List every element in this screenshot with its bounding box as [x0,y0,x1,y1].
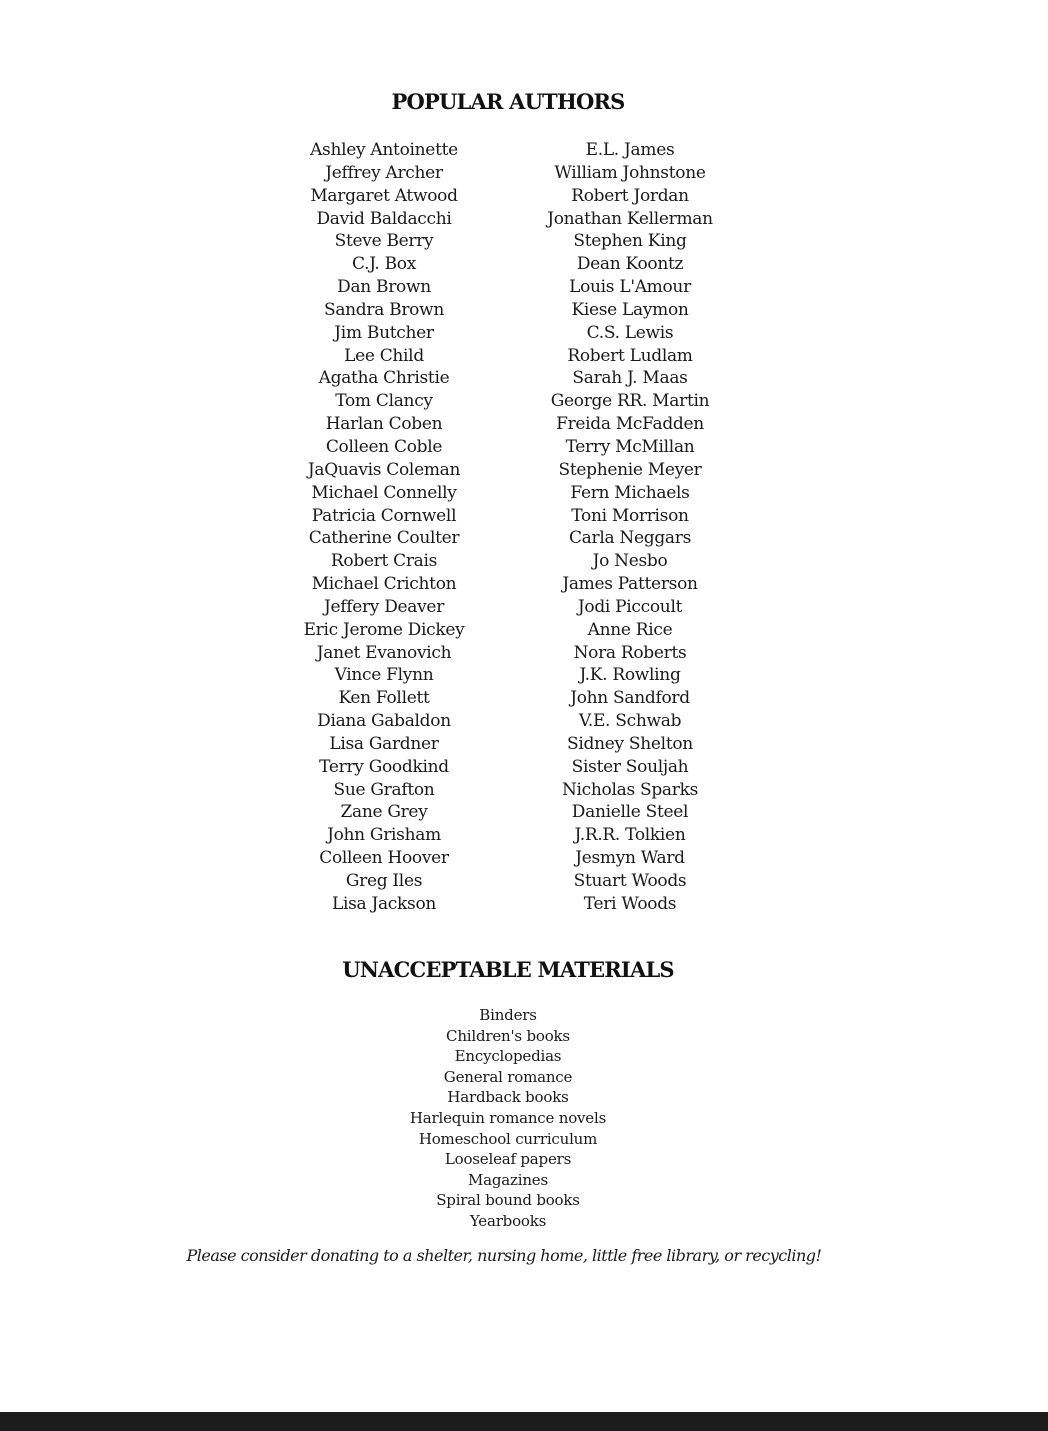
popular-authors-heading: POPULAR AUTHORS [391,89,625,114]
author-name: Stephen King [573,231,687,252]
authors-right-column [500,139,760,916]
author-name: James Patterson [562,574,698,595]
author-name: Zane Grey [340,802,428,823]
author-name: Sue Grafton [333,779,435,800]
author-name: Patricia Cornwell [311,505,457,526]
author-name: Steve Berry [334,231,434,252]
donation-note: Please consider donating to a shelter, nursing home, little free library, or recycling! [186,1246,822,1265]
bottom-bar [0,1412,1048,1431]
material-item: Looseleaf papers [444,1150,572,1169]
author-name: Eric Jerome Dickey [303,619,465,640]
author-name: Jim Butcher [334,322,434,343]
author-name: Sister Souljah [571,756,689,777]
author-name: Jodi Piccoult [577,596,683,617]
author-name: Stephenie Meyer [558,459,702,480]
author-name: John Grisham [327,825,441,846]
author-name: Diana Gabaldon [317,711,451,732]
author-name: V.E. Schwab [578,711,682,732]
author-name: Lee Child [344,345,424,366]
author-name: Freida McFadden [556,414,704,435]
author-name: Dean Koontz [576,254,684,275]
author-name: Jeffrey Archer [325,162,443,183]
author-name: Jonathan Kellerman [547,208,713,229]
authors-left-column [254,139,514,916]
author-name: Carla Neggars [568,528,692,549]
author-name: E.L. James [585,140,675,160]
author-name: Robert Jordan [571,185,689,206]
author-name: Sidney Shelton [567,733,693,754]
author-name: Kiese Laymon [571,299,689,320]
author-name: Nicholas Sparks [561,779,699,800]
author-name: Michael Connelly [311,482,457,503]
author-name: George RR. Martin [550,391,710,412]
material-item: General romance [443,1067,573,1086]
author-name: Toni Morrison [571,505,689,526]
author-name: J.R.R. Tolkien [574,825,686,846]
author-name: Anne Rice [587,619,673,640]
author-name: Robert Crais [330,551,438,572]
author-name: Jesmyn Ward [575,848,685,869]
author-name: Jeffery Deaver [323,596,445,617]
author-name: Fern Michaels [570,482,690,503]
material-item: Encyclopedias [454,1047,562,1066]
author-name: Colleen Hoover [319,848,449,869]
author-name: Harlan Coben [325,414,443,435]
author-name: Agatha Christie [318,368,450,389]
author-name: David Baldacchi [316,208,452,229]
author-name: J.K. Rowling [579,665,681,686]
author-name: Jo Nesbo [592,551,668,572]
author-name: Ken Follett [338,688,430,709]
author-name: Terry Goodkind [319,756,449,777]
author-name: Dan Brown [337,277,431,298]
author-name: Margaret Atwood [310,185,458,206]
author-name: Stuart Woods [573,871,687,891]
author-name: Lisa Gardner [329,733,439,754]
author-name: Tom Clancy [335,391,433,412]
material-item: Harlequin romance novels [409,1108,607,1127]
author-name: Lisa Jackson [331,893,437,914]
author-name: Danielle Steel [571,802,689,823]
material-item: Homeschool curriculum [418,1129,598,1148]
material-item: Hardback books [447,1088,569,1107]
author-name: John Sandford [570,688,690,709]
author-name: C.J. Box [351,254,417,275]
unacceptable-materials-list [358,1005,658,1232]
author-name: Janet Evanovich [316,642,452,663]
material-item: Children's books [446,1026,570,1045]
author-name: Terry McMillan [565,436,695,457]
author-name: C.S. Lewis [586,322,674,343]
unacceptable-materials-heading: UNACCEPTABLE MATERIALS [342,957,674,982]
author-name: Greg Iles [345,871,423,891]
material-item: Binders [479,1006,537,1024]
author-name: Nora Roberts [573,642,687,663]
material-item: Magazines [468,1170,548,1189]
author-name: Colleen Coble [325,436,443,457]
author-name: Sandra Brown [323,299,445,320]
author-name: JaQuavis Coleman [307,459,461,480]
material-item: Yearbooks [469,1211,547,1230]
material-item: Spiral bound books [436,1191,580,1210]
author-name: Michael Crichton [311,574,457,595]
author-name: Catherine Coulter [308,528,460,549]
author-name: Sarah J. Maas [572,368,688,389]
author-name: Vince Flynn [334,665,434,686]
author-name: William Johnstone [554,162,706,183]
author-name: Teri Woods [583,893,677,914]
author-name: Ashley Antoinette [310,140,458,160]
author-name: Robert Ludlam [567,345,693,366]
author-name: Louis L'Amour [569,277,691,298]
